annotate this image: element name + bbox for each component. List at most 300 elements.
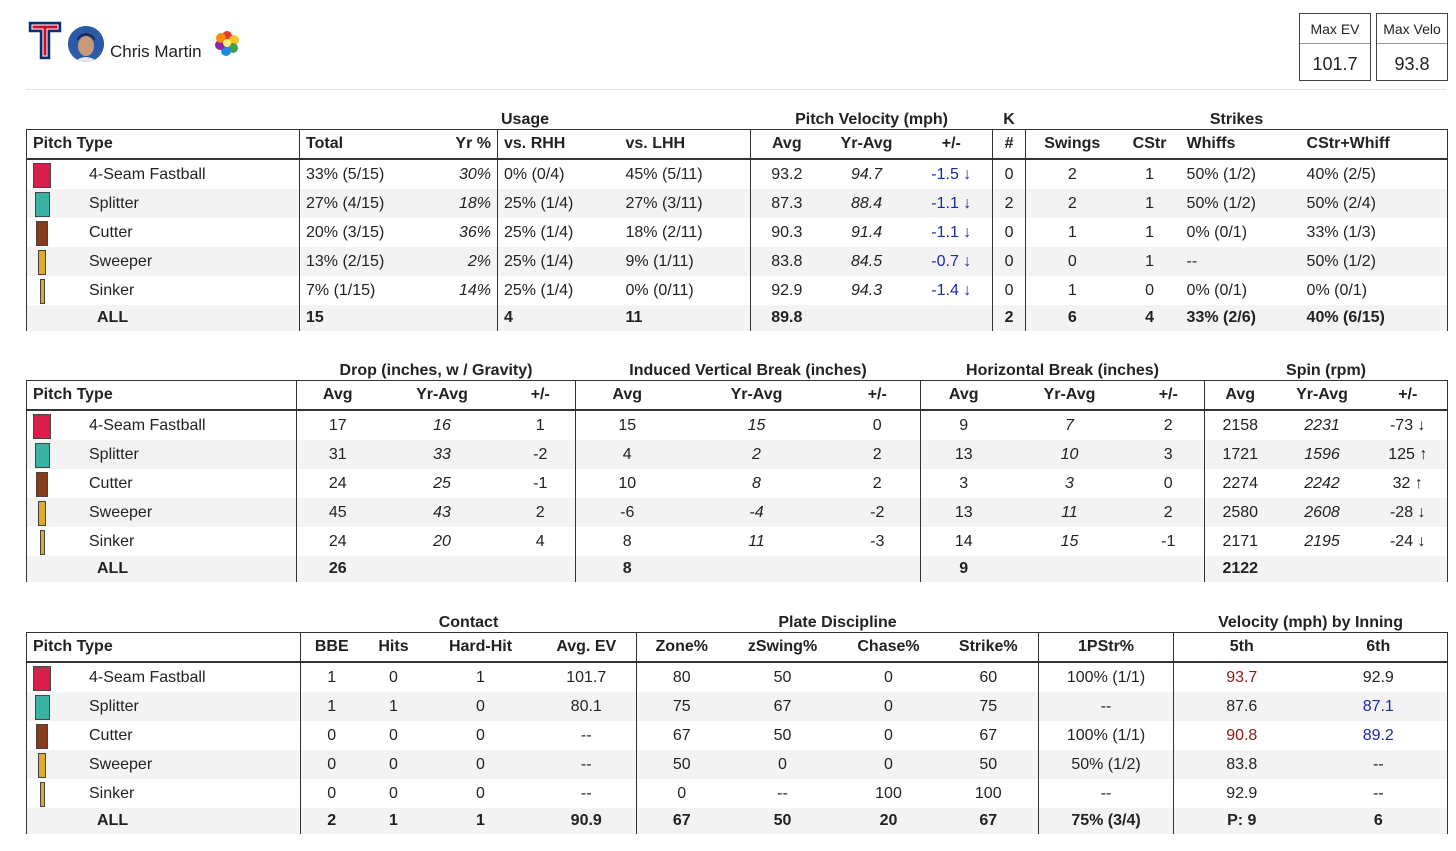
all-lhh: 11 <box>620 305 751 331</box>
all-zswing: 50 <box>727 808 839 834</box>
pitch-type-cell <box>27 692 301 721</box>
max-velo-box <box>1376 13 1448 81</box>
pitch-color-chip <box>38 501 46 526</box>
group-velocity-by-inning: Velocity (mph) by Inning <box>1218 614 1403 631</box>
 <box>506 556 576 582</box>
header-divider <box>26 89 1446 90</box>
pitch-type-label[interactable]: Sweeper <box>89 503 153 521</box>
strike-pct-cell: 75 <box>939 692 1039 721</box>
bbe-cell: 0 <box>301 750 363 779</box>
table-row-sweeper <box>27 750 1448 779</box>
spin-avg-cell: 1721 <box>1205 440 1276 469</box>
spin-diff-cell: 32 ↑ <box>1369 469 1448 498</box>
cstr-whiff-cell: 0% (0/1) <box>1301 276 1448 305</box>
pitch-color-chip <box>40 782 45 807</box>
col-drop-avg[interactable]: Avg <box>297 381 379 411</box>
all-yr-pct <box>430 305 498 331</box>
col-ivb-yr-avg[interactable]: Yr-Avg <box>679 381 835 411</box>
k-cell: 0 <box>993 218 1026 247</box>
yr-pct-cell: 2% <box>430 247 498 276</box>
pitch-mix-flower-icon <box>214 30 240 56</box>
ivb-diff-cell: -3 <box>870 532 885 550</box>
zswing-pct-cell: -- <box>777 784 788 802</box>
whiffs-cell: 50% (1/2) <box>1181 189 1301 218</box>
zswing-pct-cell: 0 <box>727 750 839 779</box>
total-cell: 13% (2/15) <box>300 247 430 276</box>
avg-ev-cell: -- <box>580 784 592 802</box>
spin-avg-cell: 2158 <box>1205 410 1276 440</box>
drop-yr-avg-cell: 25 <box>433 474 451 492</box>
velo-yr-avg-cell: 94.3 <box>850 281 883 299</box>
col-pitch-type[interactable]: Pitch Type <box>27 130 300 160</box>
 <box>1276 556 1369 582</box>
swings-cell: 0 <box>1026 247 1119 276</box>
avg-ev-cell: 80.1 <box>537 692 637 721</box>
col-cstr[interactable]: CStr <box>1119 130 1181 160</box>
max-ev-value: 101.7 <box>1312 54 1358 74</box>
drop-diff-cell: 2 <box>506 498 576 527</box>
group-pitch-velocity: Pitch Velocity (mph) <box>795 111 948 128</box>
col-hard-hit[interactable]: Hard-Hit <box>425 633 537 663</box>
zone-pct-cell: 75 <box>637 692 727 721</box>
spin-yr-avg-cell: 2242 <box>1304 474 1340 492</box>
col-zswing-pct[interactable]: zSwing% <box>727 633 839 663</box>
total-cell: 33% (5/15) <box>300 159 430 189</box>
col-swings[interactable]: Swings <box>1026 130 1119 160</box>
table-row-sinker <box>27 779 1448 808</box>
inning-5-cell: 83.8 <box>1174 750 1310 779</box>
table-row-sinker <box>27 527 1448 556</box>
avg-ev-cell: 101.7 <box>566 668 607 686</box>
group-contact: Contact <box>438 614 499 631</box>
pitch-type-label[interactable]: Cutter <box>89 223 133 241</box>
col-strike-pct[interactable]: Strike% <box>939 633 1039 663</box>
spin-avg-cell: 2274 <box>1205 469 1276 498</box>
hard-hit-cell: 0 <box>425 692 537 721</box>
hb-yr-avg-cell: 11 <box>1007 498 1133 527</box>
all-label: ALL <box>27 305 300 331</box>
pitch-type-cell <box>27 440 297 469</box>
hb-avg-cell: 13 <box>921 440 1007 469</box>
max-velo-value: 93.8 <box>1394 54 1430 74</box>
all-chase: 20 <box>839 808 939 834</box>
velo-diff-cell: -1.5 ↓ <box>931 165 972 183</box>
all-velo-avg: 89.8 <box>751 305 823 331</box>
pitch-type-label[interactable]: Sinker <box>89 784 135 802</box>
player-avatar <box>68 26 104 62</box>
ivb-diff-cell: 0 <box>872 416 882 434</box>
hard-hit-cell: 0 <box>476 726 485 744</box>
drop-avg-cell: 31 <box>297 440 379 469</box>
ivb-avg-cell: 10 <box>576 469 679 498</box>
bbe-cell: 0 <box>301 779 363 808</box>
hb-diff-cell: 2 <box>1163 416 1173 434</box>
all-swings: 6 <box>1026 305 1119 331</box>
cstr-whiff-cell: 40% (2/5) <box>1301 159 1448 189</box>
col-spin-avg[interactable]: Avg <box>1205 381 1276 411</box>
col-drop-diff[interactable]: +/- <box>506 381 576 411</box>
col-hb-avg[interactable]: Avg <box>921 381 1007 411</box>
vs-lhh-cell: 45% (5/11) <box>625 165 703 183</box>
pitch-type-cell <box>27 159 300 189</box>
k-cell: 0 <box>993 276 1026 305</box>
table-row-all <box>27 556 1448 582</box>
hard-hit-cell: 0 <box>476 784 485 802</box>
pitch-type-label[interactable]: Sweeper <box>89 755 153 773</box>
inning-5-cell: 93.7 <box>1174 662 1310 692</box>
first-pitch-strike-cell: -- <box>1039 692 1174 721</box>
pitch-type-cell <box>27 498 297 527</box>
pitch-color-chip <box>35 443 50 468</box>
all-bbe: 2 <box>301 808 363 834</box>
contact-discipline-table <box>26 607 1448 834</box>
pitch-type-label[interactable]: Splitter <box>89 697 139 715</box>
all-inning-5: P: 9 <box>1174 808 1310 834</box>
pitch-color-chip <box>33 666 51 691</box>
vs-rhh-cell: 25% (1/4) <box>498 218 620 247</box>
drop-yr-avg-cell: 43 <box>379 498 506 527</box>
all-inning-6: 6 <box>1310 808 1448 834</box>
hits-cell: 1 <box>363 692 425 721</box>
k-cell: 0 <box>993 159 1026 189</box>
strike-pct-cell: 60 <box>979 668 998 686</box>
col-velo-diff[interactable]: +/- <box>911 130 993 160</box>
chase-pct-cell: 100 <box>875 784 902 802</box>
 <box>1007 556 1133 582</box>
hard-hit-cell: 0 <box>425 750 537 779</box>
col-bbe[interactable]: BBE <box>301 633 363 663</box>
yr-pct-cell: 14% <box>458 281 491 299</box>
all-spin-avg: 2122 <box>1205 556 1276 582</box>
all-hard-hit: 1 <box>425 808 537 834</box>
cstr-cell: 0 <box>1145 281 1154 299</box>
all-k: 2 <box>993 305 1026 331</box>
drop-diff-cell: -2 <box>506 440 576 469</box>
col-hb-yr-avg[interactable]: Yr-Avg <box>1007 381 1133 411</box>
all-hb-avg: 9 <box>921 556 1007 582</box>
col-velo-yr-avg[interactable]: Yr-Avg <box>823 130 911 160</box>
vs-rhh-cell: 25% (1/4) <box>498 189 620 218</box>
yr-pct-cell: 18% <box>430 189 498 218</box>
pitch-color-chip <box>36 724 48 749</box>
spin-yr-avg-cell: 2195 <box>1304 532 1340 550</box>
hb-yr-avg-cell: 3 <box>1065 474 1074 492</box>
col-hb-diff[interactable]: +/- <box>1133 381 1205 411</box>
vs-lhh-cell: 9% (1/11) <box>620 247 751 276</box>
velo-diff-cell: -1.1 ↓ <box>931 223 972 241</box>
inning-5-cell: 92.9 <box>1174 779 1310 808</box>
hits-cell: 0 <box>389 668 398 686</box>
table-row-4-seam-fastball <box>27 662 1448 692</box>
cstr-cell: 1 <box>1119 247 1181 276</box>
velo-yr-avg-cell: 94.7 <box>850 165 883 183</box>
hits-cell: 0 <box>389 726 398 744</box>
pitch-type-label[interactable]: 4-Seam Fastball <box>89 416 206 434</box>
col-spin-yr-avg[interactable]: Yr-Avg <box>1276 381 1369 411</box>
all-label: ALL <box>27 556 297 582</box>
vs-rhh-cell: 25% (1/4) <box>498 247 620 276</box>
whiffs-cell: -- <box>1181 247 1301 276</box>
pitch-type-cell <box>27 247 300 276</box>
col-avg-ev[interactable]: Avg. EV <box>537 633 637 663</box>
col-cstr-whiff[interactable]: CStr+Whiff <box>1301 130 1448 160</box>
spin-diff-cell: -24 ↓ <box>1369 527 1448 556</box>
pitch-color-chip <box>33 163 51 188</box>
rangers-t-logo-icon <box>28 20 62 62</box>
max-ev-label: Max EV <box>1300 21 1370 44</box>
pitch-type-cell <box>27 779 301 808</box>
chase-pct-cell: 0 <box>884 668 893 686</box>
hb-avg-cell: 14 <box>921 527 1007 556</box>
pitch-color-chip <box>33 414 51 439</box>
pitch-type-cell <box>27 276 300 305</box>
col-drop-yr-avg[interactable]: Yr-Avg <box>379 381 506 411</box>
velo-avg-cell: 92.9 <box>751 276 823 305</box>
player-name[interactable]: Chris Martin <box>110 42 202 61</box>
hb-avg-cell: 9 <box>921 410 1007 440</box>
total-cell: 7% (1/15) <box>300 276 430 305</box>
col-velo-avg[interactable]: Avg <box>751 130 823 160</box>
hb-avg-cell: 13 <box>921 498 1007 527</box>
col-pitch-type[interactable]: Pitch Type <box>27 381 297 411</box>
whiffs-cell: 0% (0/1) <box>1186 281 1248 299</box>
all-avg-ev: 90.9 <box>537 808 637 834</box>
spin-diff-cell: -73 ↓ <box>1369 410 1448 440</box>
table-row-splitter <box>27 440 1448 469</box>
cstr-cell: 1 <box>1145 223 1154 241</box>
all-hits: 1 <box>363 808 425 834</box>
inning-6-cell: -- <box>1310 750 1448 779</box>
table-row-4-seam-fastball <box>27 159 1448 189</box>
strike-pct-cell: 100 <box>974 784 1002 802</box>
 <box>379 556 506 582</box>
velo-avg-cell: 93.2 <box>751 159 823 189</box>
drop-diff-cell: 4 <box>535 532 545 550</box>
k-cell: 2 <box>993 189 1026 218</box>
velo-diff-cell: -1.4 ↓ <box>931 281 972 299</box>
hb-diff-cell: -1 <box>1161 532 1176 550</box>
ivb-avg-cell: -6 <box>576 498 679 527</box>
zone-pct-cell: 80 <box>637 662 727 692</box>
cstr-whiff-cell: 50% (2/4) <box>1301 189 1448 218</box>
pitch-type-cell <box>27 721 301 750</box>
zswing-pct-cell: 67 <box>727 692 839 721</box>
pitch-color-chip <box>35 192 50 217</box>
hb-diff-cell: 0 <box>1163 474 1173 492</box>
velo-avg-cell: 87.3 <box>751 189 823 218</box>
chase-pct-cell: 0 <box>884 726 893 744</box>
all-whiffs: 33% (2/6) <box>1181 305 1301 331</box>
drop-diff-cell: 1 <box>535 416 545 434</box>
all-label: ALL <box>27 808 301 834</box>
yr-pct-cell: 30% <box>458 165 491 183</box>
inning-6-cell: 92.9 <box>1310 662 1448 692</box>
movement-spin-table <box>26 355 1448 582</box>
spin-diff-cell: -28 ↓ <box>1369 498 1448 527</box>
col-first-pitch-strike-pct[interactable]: 1PStr% <box>1039 633 1174 663</box>
col-hits[interactable]: Hits <box>363 633 425 663</box>
drop-diff-cell: -1 <box>533 474 548 492</box>
group-spin: Spin (rpm) <box>1286 362 1367 379</box>
total-cell: 27% (4/15) <box>300 189 430 218</box>
col-ivb-avg[interactable]: Avg <box>576 381 679 411</box>
ivb-avg-cell: 15 <box>576 410 679 440</box>
col-inning-5[interactable]: 5th <box>1174 633 1310 663</box>
col-vs-rhh[interactable]: vs. RHH <box>498 130 620 160</box>
col-spin-diff[interactable]: +/- <box>1369 381 1448 411</box>
hb-yr-avg-cell: 7 <box>1065 416 1074 434</box>
group-strikes: Strikes <box>1209 111 1264 128</box>
all-zone: 67 <box>637 808 727 834</box>
ivb-diff-cell: -2 <box>835 498 921 527</box>
drop-avg-cell: 24 <box>297 527 379 556</box>
inning-6-cell: -- <box>1310 779 1448 808</box>
zone-pct-cell: 50 <box>637 750 727 779</box>
col-yr-pct[interactable]: Yr % <box>430 130 498 160</box>
drop-avg-cell: 45 <box>297 498 379 527</box>
cstr-cell: 1 <box>1119 189 1181 218</box>
cstr-whiff-cell: 50% (1/2) <box>1301 247 1448 276</box>
strike-pct-cell: 50 <box>939 750 1039 779</box>
pitch-color-chip <box>40 530 45 555</box>
col-pitch-type[interactable]: Pitch Type <box>27 633 301 663</box>
inning-5-cell: 87.6 <box>1174 692 1310 721</box>
first-pitch-strike-cell: -- <box>1039 779 1174 808</box>
drop-yr-avg-cell: 20 <box>433 532 451 550</box>
avg-ev-cell: -- <box>537 750 637 779</box>
col-ivb-diff[interactable]: +/- <box>835 381 921 411</box>
all-ivb-avg: 8 <box>576 556 679 582</box>
k-cell: 0 <box>993 247 1026 276</box>
pitch-type-label[interactable]: Sweeper <box>89 252 153 270</box>
pitch-type-label[interactable]: 4-Seam Fastball <box>89 165 206 183</box>
all-cstr-whiff: 40% (6/15) <box>1301 305 1448 331</box>
all-strike: 67 <box>939 808 1039 834</box>
col-chase-pct[interactable]: Chase% <box>839 633 939 663</box>
pitch-color-chip <box>38 250 46 275</box>
all-cstr: 4 <box>1119 305 1181 331</box>
spin-avg-cell: 2171 <box>1205 527 1276 556</box>
ivb-diff-cell: 2 <box>872 474 882 492</box>
vs-rhh-cell: 25% (1/4) <box>498 276 620 305</box>
table-row-all <box>27 808 1448 834</box>
max-ev-box <box>1299 13 1371 81</box>
all-velo-yr <box>823 305 911 331</box>
cstr-whiff-cell: 33% (1/3) <box>1301 218 1448 247</box>
pitch-type-cell <box>27 662 301 692</box>
ivb-avg-cell: 8 <box>576 527 679 556</box>
group-plate-discipline: Plate Discipline <box>778 614 897 631</box>
table-row-all <box>27 305 1448 331</box>
whiffs-cell: 50% (1/2) <box>1186 165 1256 183</box>
pitch-type-label[interactable]: Cutter <box>89 474 133 492</box>
pitch-type-cell <box>27 750 301 779</box>
col-vs-lhh[interactable]: vs. LHH <box>620 130 751 160</box>
velo-yr-avg-cell: 88.4 <box>823 189 911 218</box>
velo-diff-cell: -1.1 ↓ <box>911 189 993 218</box>
col-whiffs[interactable]: Whiffs <box>1181 130 1301 160</box>
pitch-type-label[interactable]: Sinker <box>89 281 135 299</box>
ivb-diff-cell: 2 <box>835 440 921 469</box>
all-first-pitch-strike: 75% (3/4) <box>1039 808 1174 834</box>
hb-diff-cell: 3 <box>1133 440 1205 469</box>
vs-rhh-cell: 0% (0/4) <box>498 159 620 189</box>
hits-cell: 0 <box>363 750 425 779</box>
table-row-sweeper <box>27 498 1448 527</box>
ivb-yr-avg-cell: 15 <box>747 416 766 434</box>
ivb-yr-avg-cell: 11 <box>748 532 765 550</box>
cstr-cell: 1 <box>1145 165 1154 183</box>
usage-velocity-strikes-table <box>26 104 1448 331</box>
hb-yr-avg-cell: 15 <box>1060 532 1079 550</box>
first-pitch-strike-cell: 50% (1/2) <box>1039 750 1174 779</box>
pitch-color-chip <box>36 472 48 497</box>
player-header <box>0 0 1456 90</box>
zswing-pct-cell: 50 <box>773 726 792 744</box>
hb-diff-cell: 2 <box>1133 498 1205 527</box>
col-total[interactable]: Total <box>300 130 430 160</box>
whiffs-cell: 0% (0/1) <box>1186 223 1248 241</box>
chase-pct-cell: 0 <box>839 750 939 779</box>
total-cell: 20% (3/15) <box>300 218 430 247</box>
pitch-type-cell <box>27 189 300 218</box>
zswing-pct-cell: 50 <box>773 668 792 686</box>
ivb-yr-avg-cell: -4 <box>679 498 835 527</box>
bbe-cell: 1 <box>301 662 363 692</box>
spin-avg-cell: 2580 <box>1205 498 1276 527</box>
inning-6-cell: 89.2 <box>1310 721 1448 750</box>
vs-lhh-cell: 18% (2/11) <box>625 223 703 241</box>
first-pitch-strike-cell: 100% (1/1) <box>1039 662 1174 692</box>
all-total: 15 <box>300 305 430 331</box>
table-row-cutter <box>27 721 1448 750</box>
swings-cell: 1 <box>1026 276 1119 305</box>
table-row-sinker <box>27 276 1448 305</box>
pitch-color-chip <box>38 753 46 778</box>
pitch-type-cell <box>27 410 297 440</box>
spin-yr-avg-cell: 2608 <box>1276 498 1369 527</box>
avg-ev-cell: -- <box>580 726 592 744</box>
pitch-color-chip <box>35 695 50 720</box>
group-ivb: Induced Vertical Break (inches) <box>629 362 867 379</box>
pitch-type-cell <box>27 218 300 247</box>
group-horizontal-break: Horizontal Break (inches) <box>966 362 1159 379</box>
col-inning-6[interactable]: 6th <box>1310 633 1448 663</box>
col-zone-pct[interactable]: Zone% <box>637 633 727 663</box>
 <box>1133 556 1205 582</box>
pitch-type-label[interactable]: 4-Seam Fastball <box>89 668 206 686</box>
vs-lhh-cell: 27% (3/11) <box>620 189 751 218</box>
pitch-type-label[interactable]: Splitter <box>89 194 139 212</box>
group-drop: Drop (inches, w / Gravity) <box>339 362 533 379</box>
hb-avg-cell: 3 <box>921 469 1007 498</box>
pitch-type-label[interactable]: Splitter <box>89 445 139 463</box>
zone-pct-cell: 0 <box>637 779 727 808</box>
pitch-color-chip <box>36 221 48 246</box>
col-k-count[interactable]: # <box>993 130 1026 160</box>
table-row-splitter <box>27 189 1448 218</box>
velo-avg-cell: 90.3 <box>751 218 823 247</box>
vs-lhh-cell: 0% (0/11) <box>625 281 694 299</box>
velo-diff-cell: -0.7 ↓ <box>911 247 993 276</box>
pitch-type-label[interactable]: Sinker <box>89 532 135 550</box>
ivb-yr-avg-cell: 2 <box>679 440 835 469</box>
table-row-sweeper <box>27 247 1448 276</box>
strike-pct-cell: 67 <box>979 726 998 744</box>
spin-yr-avg-cell: 1596 <box>1276 440 1369 469</box>
pitch-type-label[interactable]: Cutter <box>89 726 133 744</box>
zone-pct-cell: 67 <box>637 721 727 750</box>
